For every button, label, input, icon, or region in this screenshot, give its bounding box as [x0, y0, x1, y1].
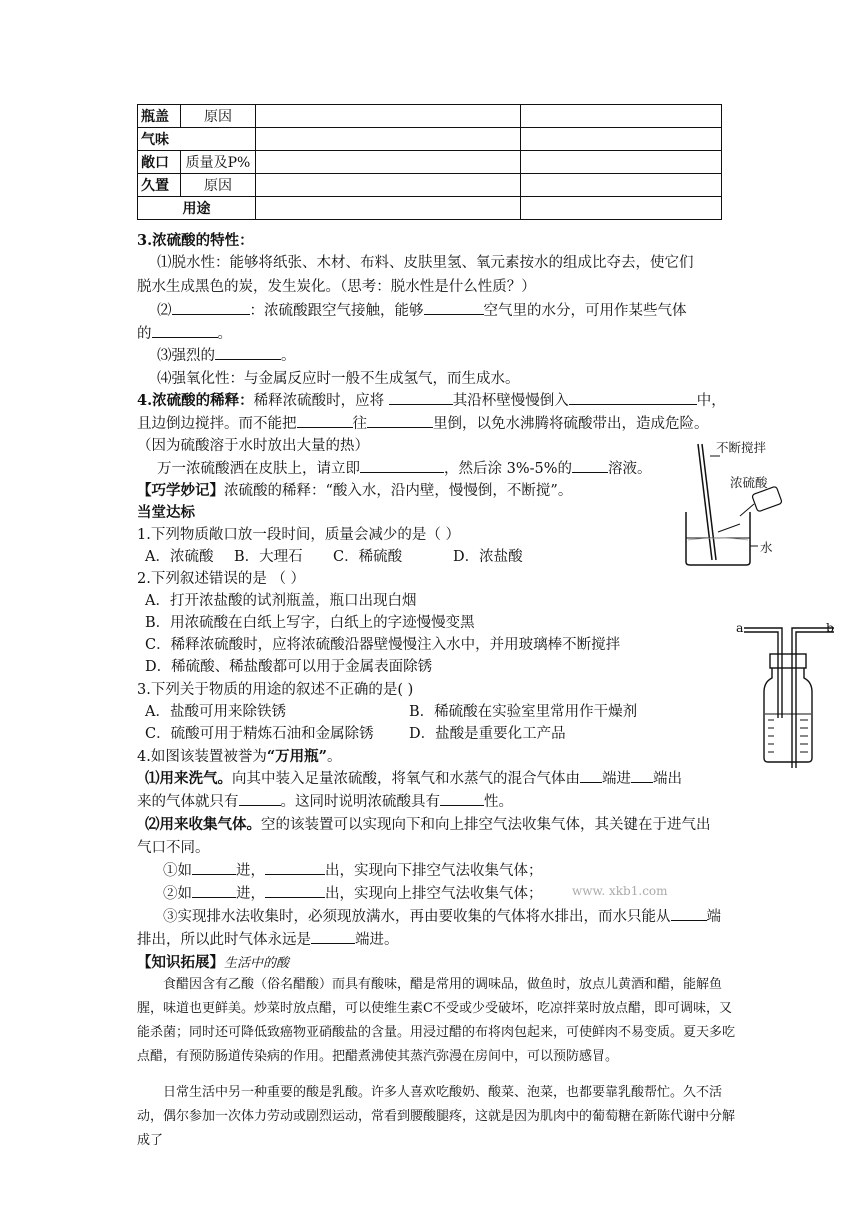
text-line: （因为硫酸溶于水时放出大量的热） [137, 438, 369, 454]
question-3: 3.下列关于物质的用途的叙述不正确的是( ) [137, 682, 414, 698]
table-cell: 质量及P% [181, 151, 256, 174]
text-line: ⑴用来洗气。向其中装入足量浓硫酸，将氧气和水蒸气的混合气体由 端进 端出 [145, 770, 682, 787]
table-cell: 气味 [138, 128, 256, 151]
option: A．浓硫酸 [145, 549, 214, 565]
table-cell: 用途 [138, 197, 256, 220]
table-cell [521, 105, 722, 128]
text-line: 且边倒边搅拌。而不能把 往 里倒，以免水沸腾将硫酸带出，造成危险。 [137, 412, 709, 433]
text-line: ⑶强烈的 。 [157, 344, 296, 365]
table-cell [256, 128, 521, 151]
option: B．用浓硫酸在白纸上写字，白纸上的字迹慢慢变黑 [145, 615, 475, 631]
table-row [138, 151, 722, 174]
text-line: ⑵ ：浓硫酸跟空气接触，能够 空气里的水分，可用作某些气体 [157, 299, 687, 320]
question-4: 4.如图该装置被誉为“万用瓶”。 [137, 748, 342, 765]
table-cell [521, 128, 722, 151]
watermark: www. xkb1.com [572, 884, 668, 898]
text-line: 【巧学妙记】浓硫酸的稀释：“酸入水，沿内壁，慢慢倒，不断搅”。 [137, 482, 573, 499]
text-line: 脱水生成黑色的炭，发生炭化。（思考：脱水性是什么性质？） [137, 279, 536, 295]
question-1: 1.下列物质敞口放一段时间，质量会减少的是（ ） [137, 527, 460, 543]
property-table [137, 104, 722, 220]
table-row [138, 128, 722, 151]
extension-heading: 【知识拓展】生活中的酸 [137, 954, 290, 971]
text-line: ⑵用来收集气体。空的该装置可以实现向下和向上排空气法收集气体，其关键在于进气出 [145, 816, 711, 833]
option: B．稀硫酸在实验室里常用作干燥剂 [409, 704, 638, 720]
section-3-title: 3.浓硫酸的特性： [137, 232, 254, 249]
option: C．稀释浓硫酸时，应将浓硫酸沿器壁慢慢注入水中，并用玻璃棒不断搅拌 [145, 637, 621, 653]
question-2: 2.下列叙述错误的是 （ ） [137, 571, 306, 587]
text-line: ③实现排水法收集时，必须现放满水，再由要收集的气体将水排出，而水只能从 端 [163, 905, 721, 926]
text-line: ⑷强氧化性：与金属反应时一般不生成氢气，而生成水。 [157, 371, 520, 387]
label-stir: 不断搅拌 [716, 440, 767, 455]
table-cell: 瓶盖 [138, 105, 181, 128]
table-cell [256, 151, 521, 174]
label-water: 水 [760, 540, 773, 555]
label-b: b [826, 620, 835, 635]
text-line: ⑴脱水性：能够将纸张、木材、布料、皮肤里氢、氧元素按水的组成比夺去，使它们 [157, 255, 694, 271]
table-cell: 原因 [181, 174, 256, 197]
text-line: 气口不同。 [137, 840, 210, 856]
extension-paragraph-1: 食醋因含有乙酸（俗名醋酸）而具有酸味，醋是常用的调味品，做鱼时，放点儿黄酒和醋，能解鱼腥，味道也更鲜美。炒菜时放点醋，可以使维生素C不受或少受破坏，吃凉拌菜时放点醋，即可调味，又能杀菌；同时还可降低致癌物亚硝酸盐的含量。用浸过醋的布将肉包起来，可使鲜肉不易变质。夏天多吃点醋，有预防肠道传染病的作用。把醋煮沸使其蒸汽弥漫在房间中，可以预防感冒。 [137, 977, 736, 1064]
option: C．稀硫酸 [333, 549, 403, 565]
table-cell [521, 197, 722, 220]
text-line: 来的气体就只有 。这同时说明浓硫酸具有 性。 [137, 790, 513, 811]
text-line: ①如 进， 出，实现向下排空气法收集气体； [163, 859, 543, 880]
table-row [138, 197, 722, 220]
extension-paragraph-2: 日常生活中另一种重要的酸是乳酸。许多人喜欢吃酸奶、酸菜、泡菜，也都要靠乳酸帮忙。久不活动，偶尔参加一次体力劳动或剧烈运动，常看到腰酸腿疼，这就是因为肌肉中的葡萄糖在新陈代谢中分解成了 [137, 1085, 736, 1148]
text-line: ②如 进， 出，实现向上排空气法收集气体； [163, 882, 543, 903]
option: B．大理石 [234, 549, 303, 565]
table-cell: 敞口 [138, 151, 181, 174]
option: A．打开浓盐酸的试剂瓶盖，瓶口出现白烟 [145, 593, 417, 609]
table-cell [256, 197, 521, 220]
table-row [138, 174, 722, 197]
option: A．盐酸可用来除铁锈 [145, 704, 286, 720]
option: D．稀硫酸、稀盐酸都可以用于金属表面除锈 [145, 659, 433, 675]
practice-title: 当堂达标 [137, 504, 195, 521]
text-line: 排出，所以此时气体永远是 端进。 [137, 928, 399, 949]
table-row [138, 105, 722, 128]
label-acid: 浓硫酸 [730, 475, 768, 490]
table-cell [521, 174, 722, 197]
table-cell: 久置 [138, 174, 181, 197]
option: D．盐酸是重要化工产品 [409, 726, 566, 742]
option: C．硫酸可用于精炼石油和金属除锈 [145, 726, 374, 742]
option: D．浓盐酸 [453, 549, 523, 565]
table-cell [521, 151, 722, 174]
table-cell: 原因 [181, 105, 256, 128]
table-cell [256, 105, 521, 128]
text-line: 4.浓硫酸的稀释：稀释浓硫酸时，应将 其沿杯壁慢慢倒入 中， [137, 392, 726, 409]
text-line: 万一浓硫酸洒在皮肤上，请立即 ，然后涂 3%-5%的 溶液。 [157, 457, 652, 478]
gas-bottle-figure [734, 618, 840, 778]
label-a: a [736, 620, 744, 635]
text-line: 的 。 [137, 322, 232, 343]
table-cell [256, 174, 521, 197]
